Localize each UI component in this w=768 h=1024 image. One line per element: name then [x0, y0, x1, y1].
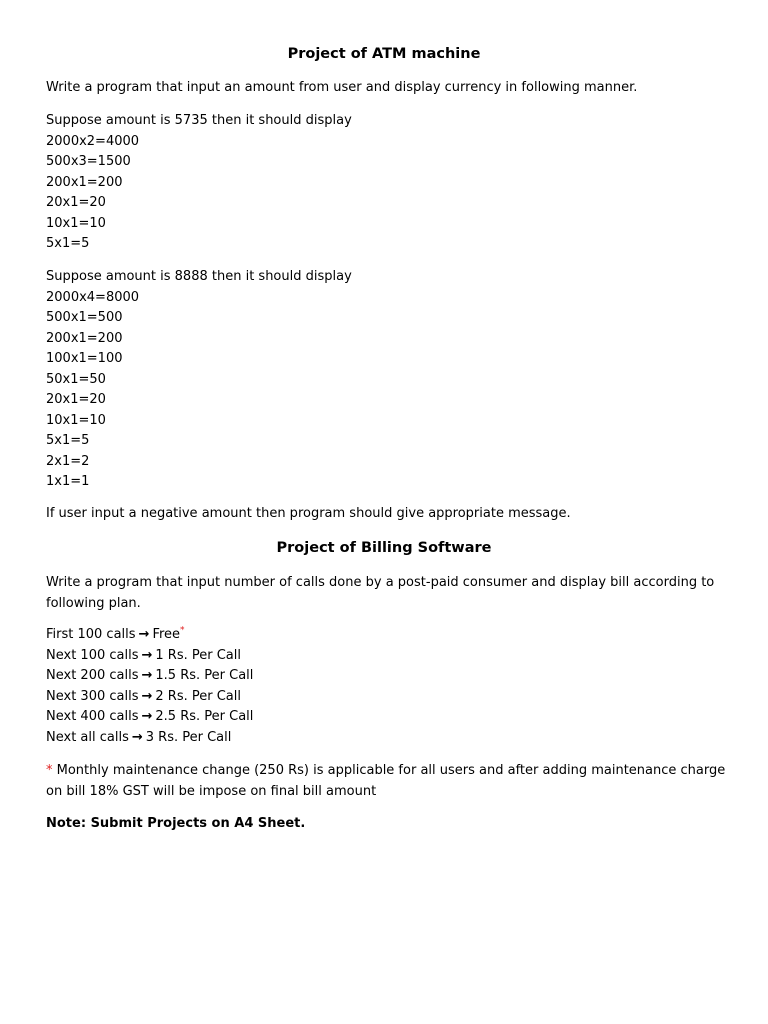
atm-example-1-line: 500x3=1500	[46, 154, 131, 169]
atm-example-2-line: 5x1=5	[46, 433, 90, 448]
arrow-right-icon: →	[141, 709, 153, 724]
atm-example-2-line: 20x1=20	[46, 392, 106, 407]
billing-intro: Write a program that input number of calls done by a post-paid consumer and display bill according to following plan.	[46, 575, 715, 611]
atm-example-1	[46, 111, 726, 255]
plan-range: Next 400 calls	[46, 709, 139, 724]
atm-example-2-line: 100x1=100	[46, 351, 123, 366]
arrow-right-icon: →	[138, 627, 150, 642]
atm-example-2-line: 50x1=50	[46, 371, 106, 387]
footnote-text: Monthly maintenance change (250 Rs) is applicable for all users and after adding maintenance charge on bill 18% GST will be impose on final bill amount	[46, 763, 726, 799]
plan-rate: Free	[152, 627, 181, 642]
plan-range: Next 100 calls	[46, 647, 139, 663]
arrow-right-icon: →	[141, 647, 153, 663]
footnote-marker: *	[46, 763, 53, 778]
atm-negative-note: If user input a negative amount then program should give appropriate message.	[46, 506, 571, 521]
plan-row	[46, 666, 726, 687]
atm-intro: Write a program that input an amount from user and display currency in following manner.	[46, 80, 638, 95]
atm-example-2-line: 10x1=10	[46, 412, 106, 428]
plan-row	[46, 687, 726, 708]
atm-example-2-heading: Suppose amount is 8888 then it should display	[46, 269, 352, 284]
billing-plan-list	[46, 625, 726, 748]
arrow-right-icon: →	[141, 688, 153, 704]
submission-note: Note: Submit Projects on A4 Sheet.	[46, 816, 306, 831]
atm-example-2-line: 2000x4=8000	[46, 289, 140, 305]
plan-rate: 1 Rs. Per Call	[155, 647, 241, 663]
plan-row	[46, 646, 726, 667]
atm-example-2-line: 200x1=200	[46, 330, 123, 346]
plan-range: Next 200 calls	[46, 668, 139, 683]
plan-row	[46, 728, 726, 749]
atm-example-1-line: 2000x2=4000	[46, 133, 140, 149]
plan-rate: 3 Rs. Per Call	[145, 729, 232, 745]
arrow-right-icon: →	[131, 729, 143, 745]
billing-project-title: Project of Billing Software	[276, 540, 492, 556]
atm-project-title: Project of ATM machine	[287, 46, 481, 62]
plan-row	[46, 625, 726, 646]
plan-range: Next 300 calls	[46, 688, 139, 704]
footnote-marker: *	[180, 625, 185, 636]
plan-rate: 2 Rs. Per Call	[155, 688, 241, 704]
atm-example-1-heading: Suppose amount is 5735 then it should display	[46, 113, 352, 128]
plan-row	[46, 707, 726, 728]
atm-example-1-line: 200x1=200	[46, 174, 123, 190]
billing-footnote	[46, 761, 726, 802]
plan-rate: 2.5 Rs. Per Call	[155, 709, 254, 724]
atm-example-2	[46, 267, 726, 493]
atm-example-2-line: 500x1=500	[46, 310, 123, 325]
plan-rate: 1.5 Rs. Per Call	[155, 668, 254, 683]
arrow-right-icon: →	[141, 668, 153, 683]
atm-example-1-line: 20x1=20	[46, 195, 106, 210]
plan-range: First 100 calls	[46, 627, 136, 642]
atm-example-1-line: 5x1=5	[46, 236, 90, 251]
atm-example-2-line: 1x1=1	[46, 474, 90, 489]
atm-example-1-line: 10x1=10	[46, 215, 106, 231]
plan-range: Next all calls	[46, 729, 129, 745]
atm-example-2-line: 2x1=2	[46, 453, 90, 469]
